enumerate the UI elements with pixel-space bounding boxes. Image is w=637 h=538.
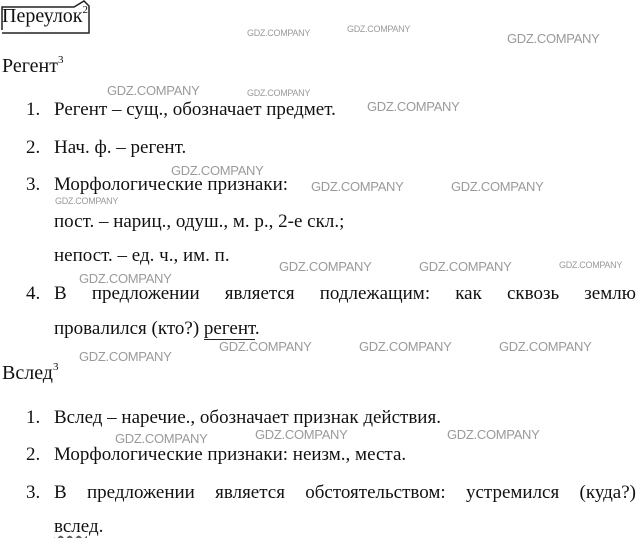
item-subline: непост. – ед. ч., им. п. bbox=[54, 245, 230, 266]
watermark: GDZ.COMPANY bbox=[559, 260, 623, 270]
item-continuation bbox=[54, 516, 103, 538]
item-text-justified bbox=[54, 482, 636, 504]
watermark: GDZ.COMPANY bbox=[55, 196, 119, 206]
word: землю bbox=[584, 283, 636, 304]
heading-pereulok bbox=[2, 4, 88, 28]
item-number: 1. bbox=[26, 407, 41, 428]
item-continuation bbox=[54, 318, 260, 340]
item-text-justified bbox=[54, 283, 636, 305]
watermark: GDZ.COMPANY bbox=[359, 339, 452, 354]
watermark: GDZ.COMPANY bbox=[79, 271, 172, 286]
watermark: GDZ.COMPANY bbox=[247, 88, 311, 98]
watermark: GDZ.COMPANY bbox=[367, 99, 460, 114]
word: как bbox=[455, 283, 482, 304]
subject-underlined: регент bbox=[203, 318, 255, 339]
watermark: GDZ.COMPANY bbox=[247, 28, 311, 38]
word: предложении bbox=[91, 283, 200, 304]
period: . bbox=[254, 318, 260, 339]
item-number: 3. bbox=[26, 174, 41, 195]
heading-regent bbox=[2, 54, 64, 78]
item-number: 3. bbox=[26, 482, 41, 503]
continuation-text: провалился (кто?) bbox=[54, 318, 204, 339]
watermark: GDZ.COMPANY bbox=[347, 24, 411, 34]
heading-superscript: 2 bbox=[82, 4, 89, 17]
word: В bbox=[54, 482, 67, 503]
word: является bbox=[224, 283, 295, 304]
item-subline: пост. – нариц., одуш., м. р., 2-е скл.; bbox=[54, 211, 345, 232]
word: устремился bbox=[465, 482, 560, 503]
word: обстоятельством: bbox=[305, 482, 446, 503]
item-text: Вслед – наречие., обозначает признак действия. bbox=[54, 407, 441, 428]
watermark: GDZ.COMPANY bbox=[107, 83, 200, 98]
watermark: GDZ.COMPANY bbox=[79, 349, 172, 364]
heading-superscript: 3 bbox=[53, 361, 59, 374]
item-number: 1. bbox=[26, 99, 41, 120]
item-number: 2. bbox=[26, 444, 41, 465]
item-text: Морфологические признаки: bbox=[54, 174, 289, 195]
item-number: 4. bbox=[26, 283, 41, 304]
watermark: GDZ.COMPANY bbox=[311, 179, 404, 194]
watermark: GDZ.COMPANY bbox=[507, 31, 600, 46]
watermark: GDZ.COMPANY bbox=[419, 259, 512, 274]
heading-word: Регент bbox=[2, 55, 58, 77]
item-text: Регент – сущ., обозначает предмет. bbox=[54, 99, 336, 120]
heading-word: Вслед bbox=[2, 362, 53, 384]
watermark: GDZ.COMPANY bbox=[115, 431, 208, 446]
word: сквозь bbox=[506, 283, 560, 304]
word: (куда?) bbox=[579, 482, 636, 503]
adverbial-underlined: вслед bbox=[54, 516, 99, 537]
word: В bbox=[54, 283, 67, 304]
watermark: GDZ.COMPANY bbox=[219, 339, 312, 354]
item-number: 2. bbox=[26, 137, 41, 158]
word: подлежащим: bbox=[319, 283, 431, 304]
item-text: Нач. ф. – регент. bbox=[54, 137, 187, 158]
heading-word: Переулок bbox=[2, 5, 83, 27]
word: является bbox=[215, 482, 285, 503]
period: . bbox=[98, 516, 104, 537]
heading-superscript: 3 bbox=[58, 54, 64, 67]
watermark: GDZ.COMPANY bbox=[447, 427, 540, 442]
watermark: GDZ.COMPANY bbox=[451, 179, 544, 194]
word: предложении bbox=[86, 482, 195, 503]
watermark: GDZ.COMPANY bbox=[171, 163, 264, 178]
watermark: GDZ.COMPANY bbox=[255, 427, 348, 442]
watermark: GDZ.COMPANY bbox=[279, 259, 372, 274]
watermark: GDZ.COMPANY bbox=[499, 339, 592, 354]
item-text: Морфологические признаки: неизм., места. bbox=[54, 444, 407, 465]
heading-vsled bbox=[2, 361, 59, 385]
